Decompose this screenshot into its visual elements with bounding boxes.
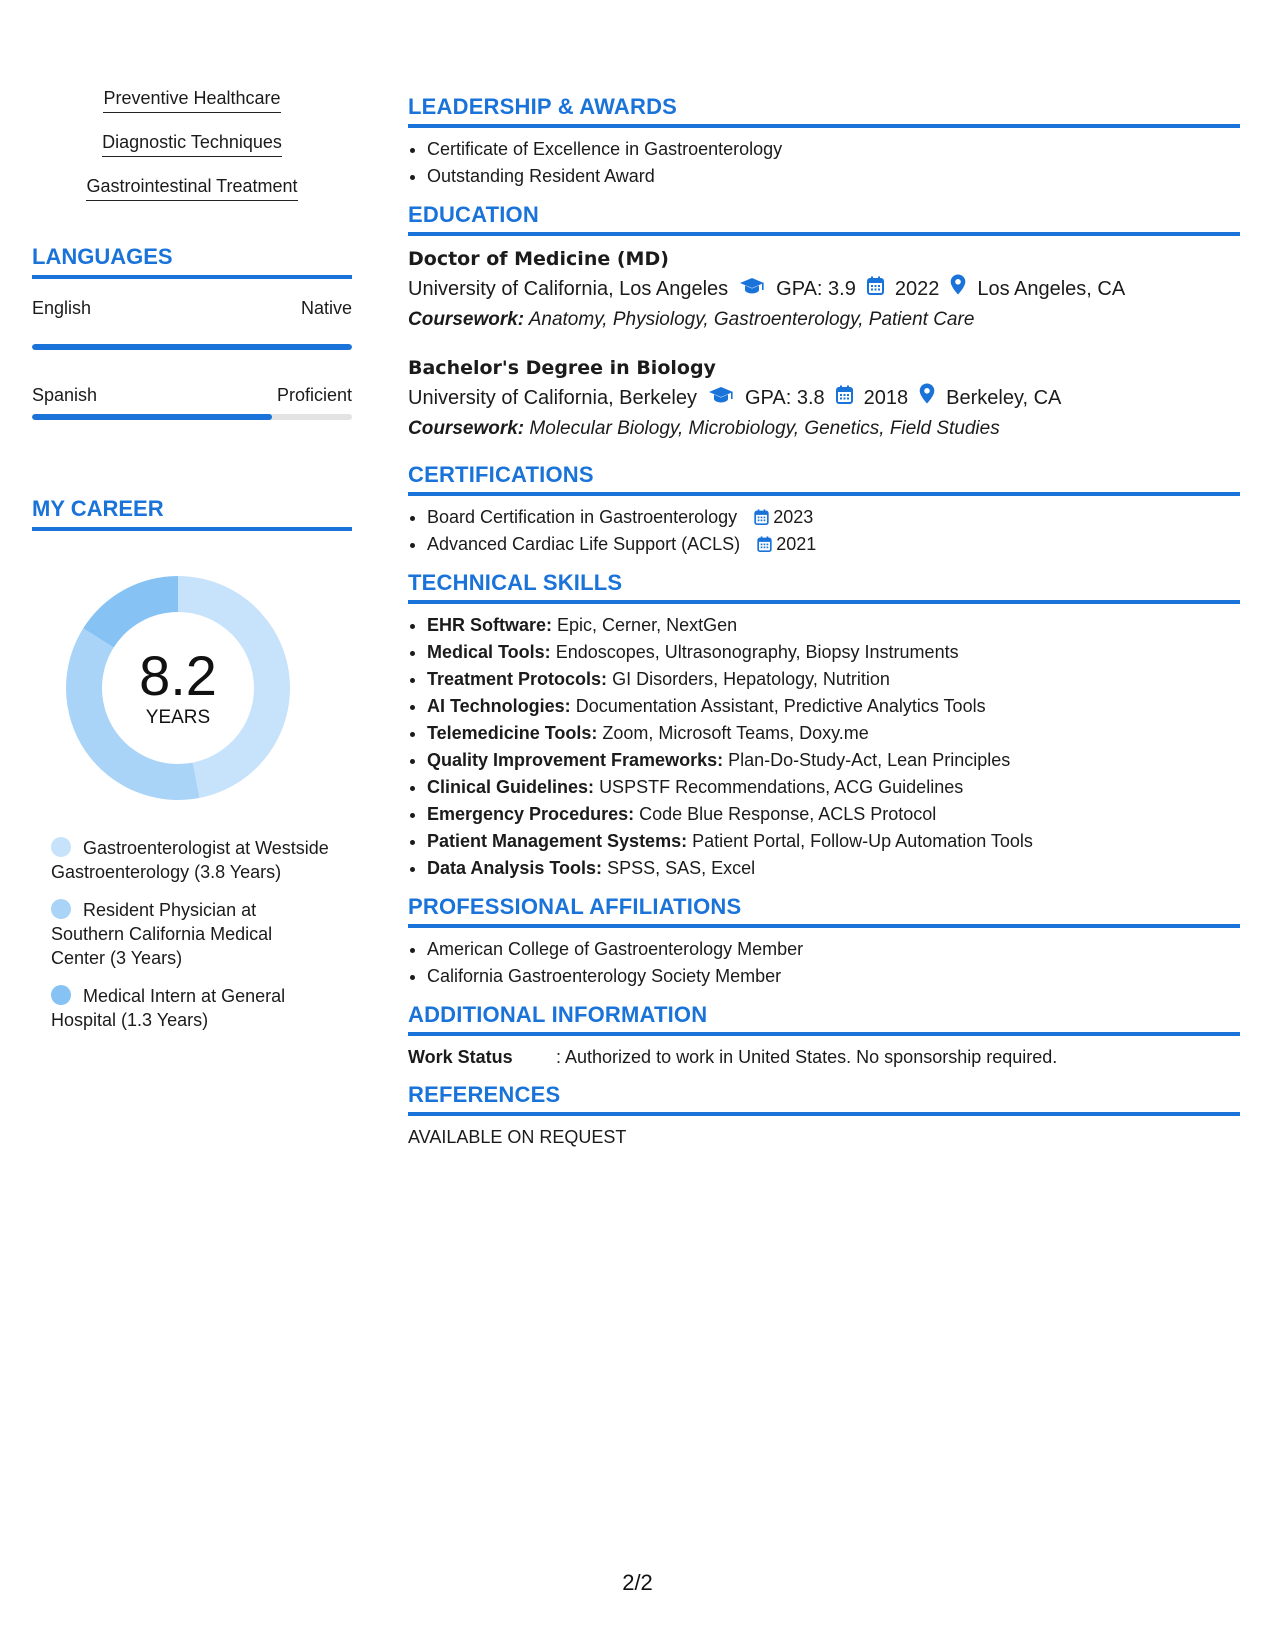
list-item xyxy=(427,774,1240,801)
list-item xyxy=(427,612,1240,639)
list-item xyxy=(427,693,1240,720)
legend-label: Medical Intern at General Hospital (1.3 Years) xyxy=(51,986,286,1030)
affiliations-list xyxy=(408,936,1240,990)
calendar-icon xyxy=(836,383,853,414)
leadership-section xyxy=(408,94,1240,190)
education-entry xyxy=(408,353,1240,444)
legend-label: Gastroenterologist at Westside Gastroenterology (3.8 Years) xyxy=(51,838,329,882)
skill-values: Documentation Assistant, Predictive Analytics Tools xyxy=(575,696,986,716)
section-heading: LEADERSHIP & AWARDS xyxy=(408,94,1240,128)
map-pin-icon xyxy=(919,383,935,414)
skill-category: Patient Management Systems: xyxy=(427,831,688,851)
skill-values: USPSTF Recommendations, ACG Guidelines xyxy=(599,777,964,797)
list-item: • California Gastroenterology Society Member xyxy=(427,963,1240,990)
skill-category: Medical Tools: xyxy=(427,642,551,662)
section-heading: EDUCATION xyxy=(408,202,1240,236)
list-item: • Certificate of Excellence in Gastroenterology xyxy=(427,136,1240,163)
skill-tag: Diagnostic Techniques xyxy=(102,130,282,157)
career-donut-chart xyxy=(66,576,290,800)
list-item xyxy=(427,504,1240,531)
skill-tag: Preventive Healthcare xyxy=(103,86,280,113)
skill-values: Plan-Do-Study-Act, Lean Principles xyxy=(728,750,1011,770)
certification-name: Board Certification in Gastroenterology xyxy=(427,507,738,527)
coursework-value: Anatomy, Physiology, Gastroenterology, Patient Care xyxy=(528,309,975,330)
list-item: • Outstanding Resident Award xyxy=(427,163,1240,190)
leadership-list xyxy=(408,136,1240,190)
language-name: Spanish xyxy=(32,385,98,405)
list-item xyxy=(427,531,1240,558)
skill-category: Telemedicine Tools: xyxy=(427,723,598,743)
technical-skills-list xyxy=(408,612,1240,882)
graduation-cap-icon xyxy=(739,274,765,305)
section-heading: CERTIFICATIONS xyxy=(408,462,1240,496)
skill-category: Clinical Guidelines: xyxy=(427,777,595,797)
education-section xyxy=(408,202,1240,444)
coursework xyxy=(408,414,1240,444)
gpa-value: GPA: 3.9 xyxy=(776,278,856,300)
graduation-cap-icon xyxy=(708,383,734,414)
skill-category: Treatment Protocols: xyxy=(427,669,608,689)
skill-category: EHR Software: xyxy=(427,615,553,635)
language-row xyxy=(32,298,352,319)
legend-dot-icon xyxy=(51,837,71,857)
career-heading: MY CAREER xyxy=(32,496,352,531)
skill-category: Quality Improvement Frameworks: xyxy=(427,750,724,770)
list-item xyxy=(427,666,1240,693)
gpa-value: GPA: 3.8 xyxy=(745,387,825,409)
legend-item xyxy=(51,984,331,1032)
career-total-value: 8.2 xyxy=(139,644,217,707)
coursework-label: Coursework: xyxy=(408,418,525,439)
skill-values: Patient Portal, Follow-Up Automation Tools xyxy=(692,831,1033,851)
legend-item xyxy=(51,836,331,884)
skill-tags xyxy=(32,86,352,218)
language-level: Native xyxy=(300,298,352,318)
references-section xyxy=(408,1082,1240,1150)
technical-skills-section xyxy=(408,570,1240,882)
skill-values: GI Disorders, Hepatology, Nutrition xyxy=(612,669,890,689)
list-item xyxy=(427,801,1240,828)
language-level: Proficient xyxy=(276,385,352,405)
language-row xyxy=(32,385,352,406)
skill-tag: Gastrointestinal Treatment xyxy=(86,174,297,201)
degree-title: Bachelor's Degree in Biology xyxy=(408,357,716,379)
graduation-year: 2018 xyxy=(863,387,909,409)
work-status-row xyxy=(408,1044,1240,1070)
graduation-year: 2022 xyxy=(894,278,940,300)
work-status-value: : Authorized to work in United States. No sponsorship required. xyxy=(556,1047,1058,1067)
list-item xyxy=(427,639,1240,666)
skill-values: Zoom, Microsoft Teams, Doxy.me xyxy=(602,723,869,743)
list-item xyxy=(427,855,1240,882)
coursework-value: Molecular Biology, Microbiology, Genetics, Field Studies xyxy=(529,418,1000,439)
legend-label: Resident Physician at Southern California Medical Center (3 Years) xyxy=(51,900,273,968)
work-status-label: Work Status xyxy=(408,1047,513,1067)
certifications-list xyxy=(408,504,1240,558)
certification-year: 2021 xyxy=(776,534,817,554)
section-heading: REFERENCES xyxy=(408,1082,1240,1116)
coursework-label: Coursework: xyxy=(408,309,525,330)
school-location: Los Angeles, CA xyxy=(977,278,1126,300)
career-total-unit: YEARS xyxy=(145,707,211,728)
certification-name: Advanced Cardiac Life Support (ACLS) xyxy=(427,534,741,554)
skill-values: Code Blue Response, ACLS Protocol xyxy=(639,804,937,824)
map-pin-icon xyxy=(950,274,966,305)
right-column xyxy=(408,94,1240,1162)
education-entry xyxy=(408,244,1240,335)
affiliations-section xyxy=(408,894,1240,990)
section-heading: ADDITIONAL INFORMATION xyxy=(408,1002,1240,1036)
skill-values: Endoscopes, Ultrasonography, Biopsy Instruments xyxy=(555,642,959,662)
skill-category: Emergency Procedures: xyxy=(427,804,635,824)
certification-year: 2023 xyxy=(773,507,814,527)
section-heading: PROFESSIONAL AFFILIATIONS xyxy=(408,894,1240,928)
language-bar xyxy=(32,344,352,350)
section-heading: TECHNICAL SKILLS xyxy=(408,570,1240,604)
calendar-icon xyxy=(757,536,772,552)
language-bar-fill xyxy=(32,344,352,350)
language-name: English xyxy=(32,298,92,318)
language-bar xyxy=(32,414,352,420)
school-location: Berkeley, CA xyxy=(946,387,1062,409)
list-item: • American College of Gastroenterology Member xyxy=(427,936,1240,963)
calendar-icon xyxy=(754,509,769,525)
legend-dot-icon xyxy=(51,899,71,919)
school-name: University of California, Berkeley xyxy=(408,387,697,409)
page-number: 2/2 xyxy=(622,1570,653,1595)
skill-values: Epic, Cerner, NextGen xyxy=(557,615,738,635)
legend-dot-icon xyxy=(51,985,71,1005)
skill-values: SPSS, SAS, Excel xyxy=(607,858,756,878)
calendar-icon xyxy=(867,274,884,305)
degree-title: Doctor of Medicine (MD) xyxy=(408,248,669,270)
list-item xyxy=(427,747,1240,774)
list-item xyxy=(427,720,1240,747)
skill-category: Data Analysis Tools: xyxy=(427,858,603,878)
list-item xyxy=(427,828,1240,855)
languages-heading: LANGUAGES xyxy=(32,244,352,279)
coursework xyxy=(408,305,1240,335)
legend-item xyxy=(51,898,331,970)
skill-category: AI Technologies: xyxy=(427,696,571,716)
additional-info-section xyxy=(408,1002,1240,1070)
certifications-section xyxy=(408,462,1240,558)
career-legend xyxy=(51,836,331,1046)
language-bar-fill xyxy=(32,414,272,420)
school-name: University of California, Los Angeles xyxy=(408,278,729,300)
references-text: AVAILABLE ON REQUEST xyxy=(408,1127,627,1147)
